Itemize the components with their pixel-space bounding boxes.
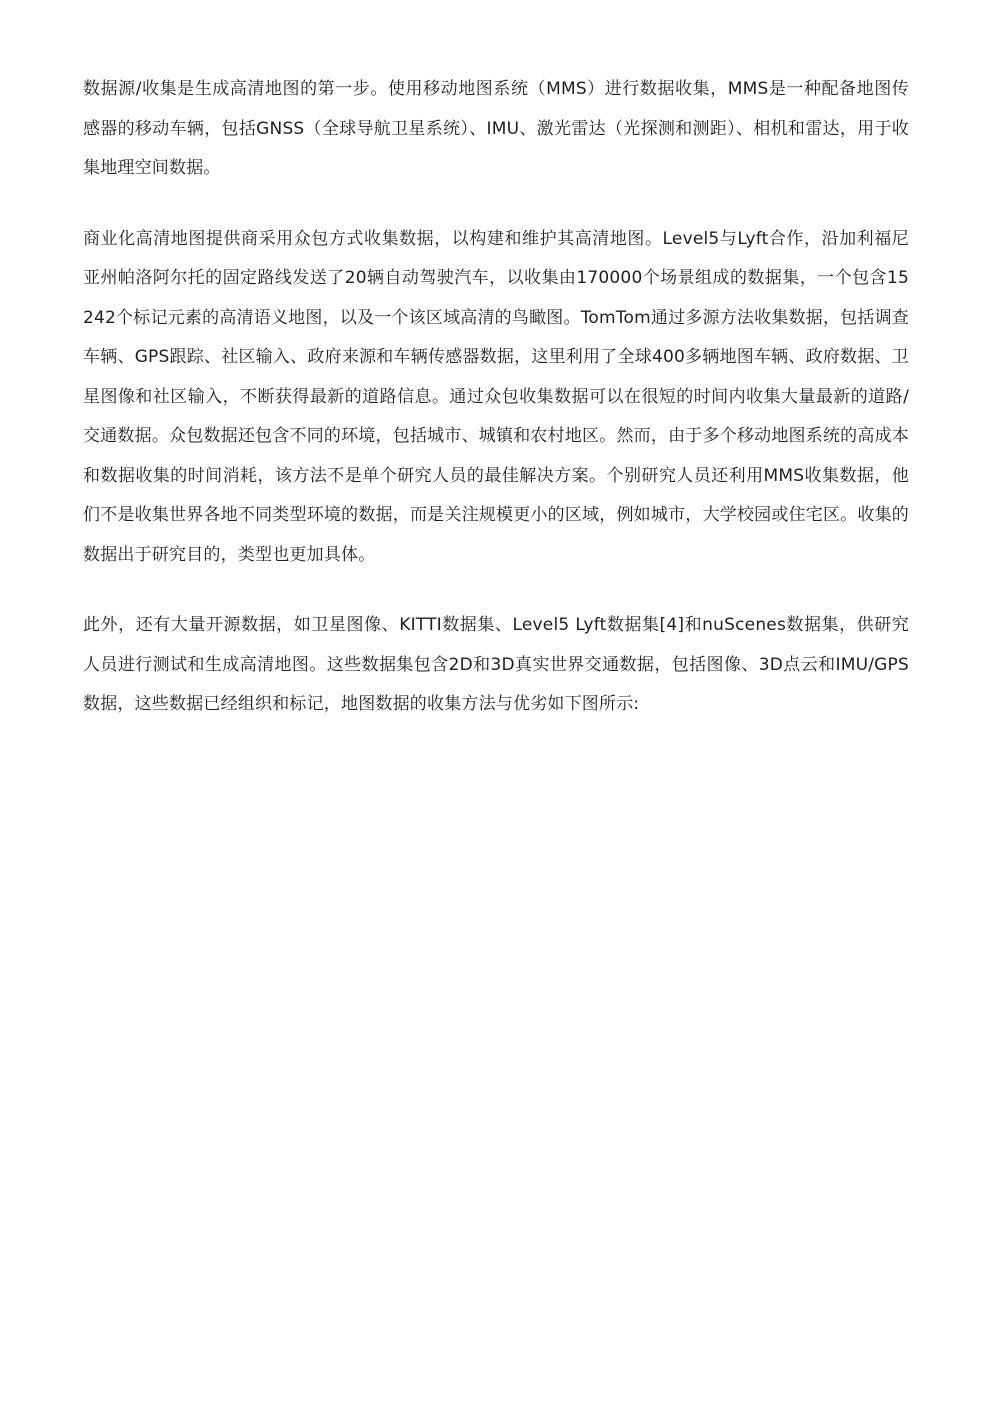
paragraph-data-collection: 数据源/收集是生成高清地图的第一步。使用移动地图系统（MMS）进行数据收集，MMS是一种配备地图传感器的移动车辆，包括GNSS（全球导航卫星系统）、IMU、激光雷达（光探测和测距）、相机和雷达，用于收集地理空间数据。 — [83, 79, 909, 178]
paragraph-crowdsourcing: 商业化高清地图提供商采用众包方式收集数据，以构建和维护其高清地图。Level5与Lyft合作，沿加利福尼亚州帕洛阿尔托的固定路线发送了20辆自动驾驶汽车，以收集由170000个场景组成的数据集，一个包含15242个标记元素的高清语义地图，以及一个该区域高清的鸟瞰图。TomTom通过多源方法收集数据，包括调查车辆、GPS跟踪、社区输入、政府来源和车辆传感器数据，这里利用了全球400多辆地图车辆、政府数据、卫星图像和社区输入，不断获得最新的道路信息。通过众包收集数据可以在很短的时间内收集大量最新的道路/交通数据。众包数据还包含不同的环境，包括城市、城镇和农村地区。然而，由于多个移动地图系统的高成本和数据收集的时间消耗，该方法不是单个研究人员的最佳解决方案。个别研究人员还利用MMS收集数据，他们不是收集世界各地不同类型环境的数据，而是关注规模更小的区域，例如城市，大学校园或住宅区。收集的数据出于研究目的，类型也更加具体。 — [83, 228, 909, 565]
document-body — [83, 70, 909, 756]
paragraph-open-datasets: 此外，还有大量开源数据，如卫星图像、KITTI数据集、Level5 Lyft数据集[4]和nuScenes数据集，供研究人员进行测试和生成高清地图。这些数据集包含2D和3D真实世界交通数据，包括图像、3D点云和IMU/GPS数据，这些数据已经组织和标记，地图数据的收集方法与优劣如下图所示: — [83, 615, 909, 714]
